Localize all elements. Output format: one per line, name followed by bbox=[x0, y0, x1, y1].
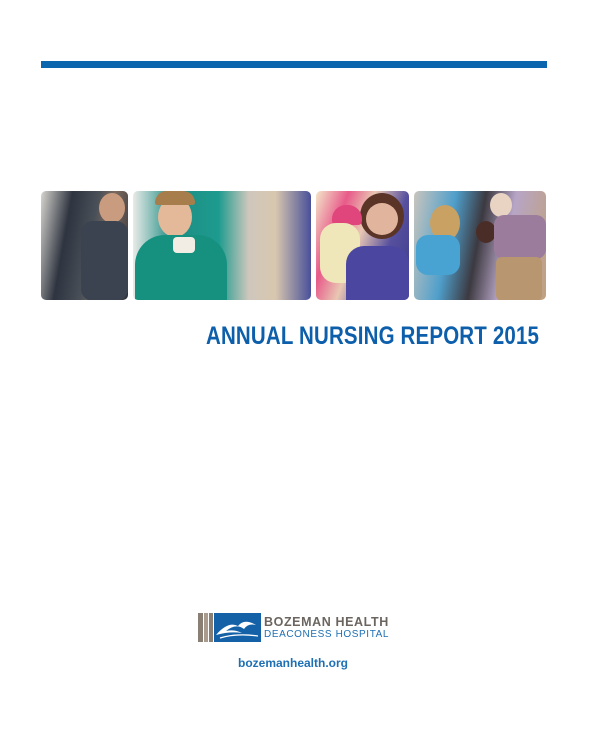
photo-wheelchair-patient bbox=[414, 191, 546, 300]
website-link[interactable]: bozemanhealth.org bbox=[238, 656, 349, 670]
photo-nurse-patient bbox=[133, 191, 311, 300]
hospital-logo-icon bbox=[198, 613, 261, 642]
report-title: ANNUAL NURSING REPORT 2015 bbox=[206, 322, 540, 350]
header-accent-bar bbox=[41, 61, 547, 68]
bozeman-health-logo bbox=[198, 613, 398, 643]
photo-nurse-baby bbox=[316, 191, 409, 300]
photo-nurse-scrubs bbox=[41, 191, 128, 300]
org-name: BOZEMAN HEALTH bbox=[264, 615, 389, 629]
hospital-name: DEACONESS HOSPITAL bbox=[264, 629, 390, 640]
